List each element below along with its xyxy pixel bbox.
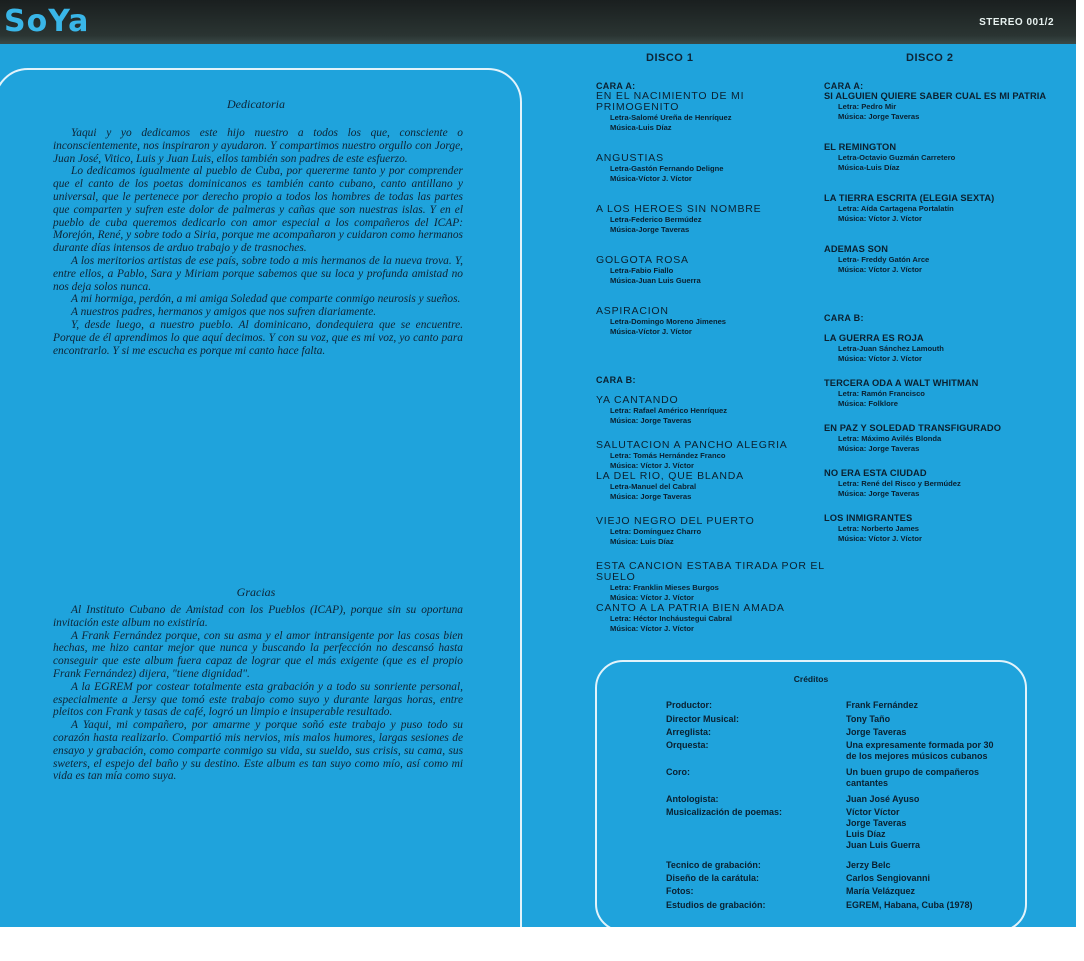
- credit-name: [846, 886, 1026, 897]
- track-title: EL REMINGTON: [824, 142, 897, 152]
- track-title: GOLGOTA ROSA: [596, 254, 689, 266]
- track-lyricist: Letra: Franklin Mieses Burgos: [610, 583, 719, 592]
- track-title: ESTA CANCION ESTABA TIRADA POR EL SUELO: [596, 560, 825, 583]
- track-title: LOS INMIGRANTES: [824, 513, 913, 523]
- credit-name: [846, 794, 1026, 805]
- track-title: ANGUSTIAS: [596, 152, 664, 164]
- track: [824, 423, 1076, 454]
- gracias-title: Gracias: [236, 585, 276, 599]
- credit-value: Jorge Taveras: [846, 727, 907, 737]
- track-lyricist: Letra: Norberto James: [838, 524, 920, 533]
- track-composer: Música: Víctor J. Víctor: [610, 624, 694, 633]
- track-lyricist: Letra-Manuel del Cabral: [610, 482, 697, 491]
- side-label: CARA A:: [824, 81, 864, 91]
- track: [824, 193, 1076, 224]
- credit-value: Jerzy Belc: [846, 860, 891, 870]
- credit-value: Víctor Víctor: [846, 807, 900, 817]
- track-composer: Música-Jorge Taveras: [610, 225, 690, 234]
- credit-name: [846, 900, 1026, 911]
- track-composer: Música: Víctor J. Víctor: [838, 214, 922, 223]
- side-label: CARA A:: [596, 81, 636, 91]
- track-composer: Música: Luis Díaz: [610, 537, 674, 546]
- track: [596, 395, 826, 426]
- dedicatoria-text: [53, 127, 463, 357]
- track-composer: Música: Víctor J. Víctor: [838, 354, 922, 363]
- credit-name: [846, 727, 1026, 738]
- credit-role: Productor:: [666, 700, 712, 710]
- track-composer: Música: Jorge Taveras: [838, 444, 920, 453]
- track-composer: Música: Jorge Taveras: [610, 416, 692, 425]
- track-title: SALUTACION A PANCHO ALEGRIA: [596, 439, 788, 451]
- credit-value: EGREM, Habana, Cuba (1978): [846, 900, 973, 910]
- dedicatoria-paragraph: Yaqui y yo dedicamos este hijo nuestro a todos los que, consciente o inconscientemente, nos inspiraron y ayudaron. Y compartimos nuestro orgullo con Jorge, Juan José, Vitico, Luis y Juan Luis, ellos también son padres de este esfuerzo.: [53, 127, 463, 165]
- dedicatoria-paragraph: A nuestros padres, hermanos y amigos que nos sufren diariamente.: [71, 306, 377, 319]
- credit-value: de los mejores músicos cubanos: [846, 751, 988, 761]
- credit-value: Una expresamente formada por 30: [846, 740, 994, 750]
- track-title: NO ERA ESTA CIUDAD: [824, 468, 927, 478]
- soya-logo: SoYa: [4, 4, 90, 39]
- track-lyricist: Letra-Gastón Fernando Deligne: [610, 164, 724, 173]
- credit-role: Arreglista:: [666, 727, 712, 737]
- track: [596, 306, 826, 337]
- track: [824, 333, 1076, 364]
- credit-role: Fotos:: [666, 886, 694, 896]
- track: [824, 513, 1076, 544]
- track-title: LA TIERRA ESCRITA (ELEGIA SEXTA): [824, 193, 995, 203]
- track-lyricist: Letra: Rafael Américo Henríquez: [610, 406, 728, 415]
- track-lyricist: Letra-Domingo Moreno Jimenes: [610, 317, 727, 326]
- credit-value: Carlos Sengiovanni: [846, 873, 931, 883]
- credit-name: [846, 740, 1026, 762]
- track: [824, 468, 1076, 499]
- track-lyricist: Letra: Pedro Mir: [838, 102, 897, 111]
- credit-value: cantantes: [846, 778, 889, 788]
- credit-name: [846, 767, 1026, 789]
- track-title: TERCERA ODA A WALT WHITMAN: [824, 378, 979, 388]
- track: [824, 91, 1076, 122]
- track-title: LA DEL RIO, QUE BLANDA: [596, 470, 744, 482]
- track-composer: Música-Luis Díaz: [610, 123, 672, 132]
- dedicatoria-title: Dedicatoria: [227, 97, 285, 111]
- credit-value: Tony Taño: [846, 714, 891, 724]
- track-lyricist: Letra-Federico Bermúdez: [610, 215, 702, 224]
- credit-value: Juan Luis Guerra: [846, 840, 921, 850]
- track-composer: Música-Juan Luis Guerra: [610, 276, 701, 285]
- track-title: LA GUERRA ES ROJA: [824, 333, 924, 343]
- gracias-paragraph: A la EGREM por costear totalmente esta grabación y a todo su sonriente personal, especialmente a Jersy que tomó este trabajo como suyo y durante largas horas, entre pleitos con Frank y tasas de café, logró un limpio e insuperable resultado.: [53, 680, 463, 719]
- track: [596, 440, 826, 471]
- credit-role: Tecnico de grabación:: [666, 860, 761, 870]
- credit-role: Antologista:: [666, 794, 719, 804]
- dedicatoria-paragraph: A mi hormiga, perdón, a mi amiga Soledad que comparte conmigo neurosis y sueños.: [71, 293, 461, 306]
- track-lyricist: Letra-Fabio Fiallo: [610, 266, 674, 275]
- track-lyricist: Letra-Juan Sánchez Lamouth: [838, 344, 944, 353]
- track-lyricist: Letra: Aída Cartagena Portalatín: [838, 204, 954, 213]
- track-composer: Música: Víctor J. Víctor: [838, 534, 922, 543]
- disco-1-heading: DISCO 1: [646, 52, 694, 64]
- gracias-paragraph: A Yaqui, mi compañero, por amarme y porque soñó este trabajo y puso todo su corazón hasta realizarlo. Compartió mis nervios, mis malos humores, largas sesiones de ensayo y grabación, como comparte conmigo su vida, su sueldo, sus crisis, su cama, sus sweters, el espejo del baño y su destino. Este album es tan suyo como mío, así como mi vida es tan mía como suya.: [53, 719, 463, 783]
- track: [824, 378, 1076, 409]
- disco-2-tracklist: [824, 81, 1076, 544]
- track-title: VIEJO NEGRO DEL PUERTO: [596, 515, 755, 527]
- side-label: CARA B:: [596, 375, 636, 385]
- track: [596, 255, 826, 286]
- track: [596, 561, 826, 603]
- track-lyricist: Letra: Héctor Incháustegui Cabral: [610, 614, 732, 623]
- credit-value: Jorge Taveras: [846, 818, 907, 828]
- credits-title: Créditos: [793, 674, 829, 684]
- label-bar: [0, 0, 1076, 44]
- track-title: CANTO A LA PATRIA BIEN AMADA: [596, 602, 785, 614]
- dedicatoria-paragraph: A los meritorios artistas de ese país, sobre todo a mis hermanos de la nueva trova. Y, entre ellos, a Pablo, Sara y Miriam porque sabemos que su loca y profunda amistad no nos deja solos nunca.: [53, 254, 463, 293]
- track-lyricist: Letra- Freddy Gatón Arce: [838, 255, 930, 264]
- track-title: EN PAZ Y SOLEDAD TRANSFIGURADO: [824, 423, 1002, 433]
- credit-role: Estudios de grabación:: [666, 900, 766, 910]
- track-title: ADEMAS SON: [824, 244, 889, 254]
- catalog-number: STEREO 001/2: [979, 17, 1054, 28]
- track-title: ASPIRACION: [596, 305, 669, 317]
- track: [596, 204, 826, 235]
- track-composer: Música: Víctor J. Víctor: [610, 461, 694, 470]
- track-lyricist: Letra: Domínguez Charro: [610, 527, 702, 536]
- track-title: A LOS HEROES SIN NOMBRE: [596, 203, 762, 215]
- track: [596, 603, 826, 634]
- credit-value: Juan José Ayuso: [846, 794, 920, 804]
- track-lyricist: Letra-Octavio Guzmán Carretero: [838, 153, 956, 162]
- credit-name: [846, 860, 1026, 871]
- track-composer: Música-Luis Díaz: [838, 163, 900, 172]
- track-composer: Música: Víctor J. Víctor: [610, 593, 694, 602]
- track-composer: Música: Folklore: [838, 399, 898, 408]
- credit-name: [846, 714, 1026, 725]
- credit-role: Director Musical:: [666, 714, 740, 724]
- disco-2-heading: DISCO 2: [906, 52, 954, 64]
- credit-role: Musicalización de poemas:: [666, 807, 783, 817]
- credit-role: Coro:: [666, 767, 690, 777]
- track-composer: Música: Jorge Taveras: [610, 492, 692, 501]
- gracias-text: [53, 604, 463, 783]
- track: [596, 153, 826, 184]
- dedicatoria-paragraph: Y, desde luego, a nuestro pueblo. Al dominicano, dondequiera que se encuentre. Porque de él aprendimos lo que aquí decimos. Y con su voz, que es mi voz, yo canto para encontrarlo. Y si me escucha es porque mi canto hace falta.: [53, 318, 463, 357]
- track-lyricist: Letra-Salomé Ureña de Henríquez: [610, 113, 732, 122]
- track-composer: Música: Jorge Taveras: [838, 112, 920, 121]
- credit-name: [846, 873, 1026, 884]
- gracias-paragraph: Al Instituto Cubano de Amistad con los Pueblos (ICAP), porque sin su oportuna invitación este album no existiría.: [53, 604, 463, 629]
- track-composer: Música-Víctor J. Víctor: [610, 327, 692, 336]
- credit-role: Diseño de la carátula:: [666, 873, 760, 883]
- track-lyricist: Letra: Tomás Hernández Franco: [610, 451, 726, 460]
- credit-name: [846, 700, 1026, 711]
- dedicatoria-paragraph: Lo dedicamos igualmente al pueblo de Cuba, por quererme tanto y por comprender que el canto de los poetas dominicanos es también canto cubano, canto antillano y universal, que le pertenece por derecho propio a todos los hombres de todas las partes que comparten y sufren este dolor de palmeras y cañas que son nuestras islas. Y en el pueblo de cuba queremos dedicarlo con amor especial a los compañeros del ICAP: Morejón, René, y sobre todo a Siria, porque me acompañaron y cuidaron como hermanos durante días intensos de arduo trabajo y de trasnoches.: [53, 165, 463, 255]
- disco-1-tracklist: [596, 81, 826, 634]
- track-title: YA CANTANDO: [596, 394, 679, 406]
- track-lyricist: Letra: Máximo Avilés Blonda: [838, 434, 942, 443]
- credit-value: Un buen grupo de compañeros: [846, 767, 980, 777]
- track: [596, 516, 826, 547]
- track-composer: Música: Jorge Taveras: [838, 489, 920, 498]
- track-composer: Música: Víctor J. Víctor: [838, 265, 922, 274]
- track: [596, 471, 826, 502]
- track-title: SI ALGUIEN QUIERE SABER CUAL ES MI PATRIA: [824, 91, 1047, 101]
- credit-value: Luis Díaz: [846, 829, 886, 839]
- track: [596, 91, 826, 133]
- gracias-paragraph: A Frank Fernández porque, con su asma y el amor intransigente por las cosas bien hechas, me hizo cantar mejor que nunca y buscando la perfección no descansó hasta conseguir que este album fuera capaz de lograr que el más exigente (que es el propio Frank Fernández) dijera, "tiene dignidad".: [53, 629, 463, 680]
- track-lyricist: Letra: Ramón Francisco: [838, 389, 925, 398]
- credit-value: María Velázquez: [846, 886, 916, 896]
- credit-name: [846, 807, 1026, 851]
- track: [824, 142, 1076, 173]
- track-composer: Música-Víctor J. Víctor: [610, 174, 692, 183]
- credit-value: Frank Fernández: [846, 700, 919, 710]
- track-lyricist: Letra: René del Risco y Bermúdez: [838, 479, 961, 488]
- track: [824, 244, 1076, 275]
- track-title: EN EL NACIMIENTO DE MI PRIMOGENITO: [596, 90, 745, 113]
- side-label: CARA B:: [824, 313, 864, 323]
- credit-role: Orquesta:: [666, 740, 709, 750]
